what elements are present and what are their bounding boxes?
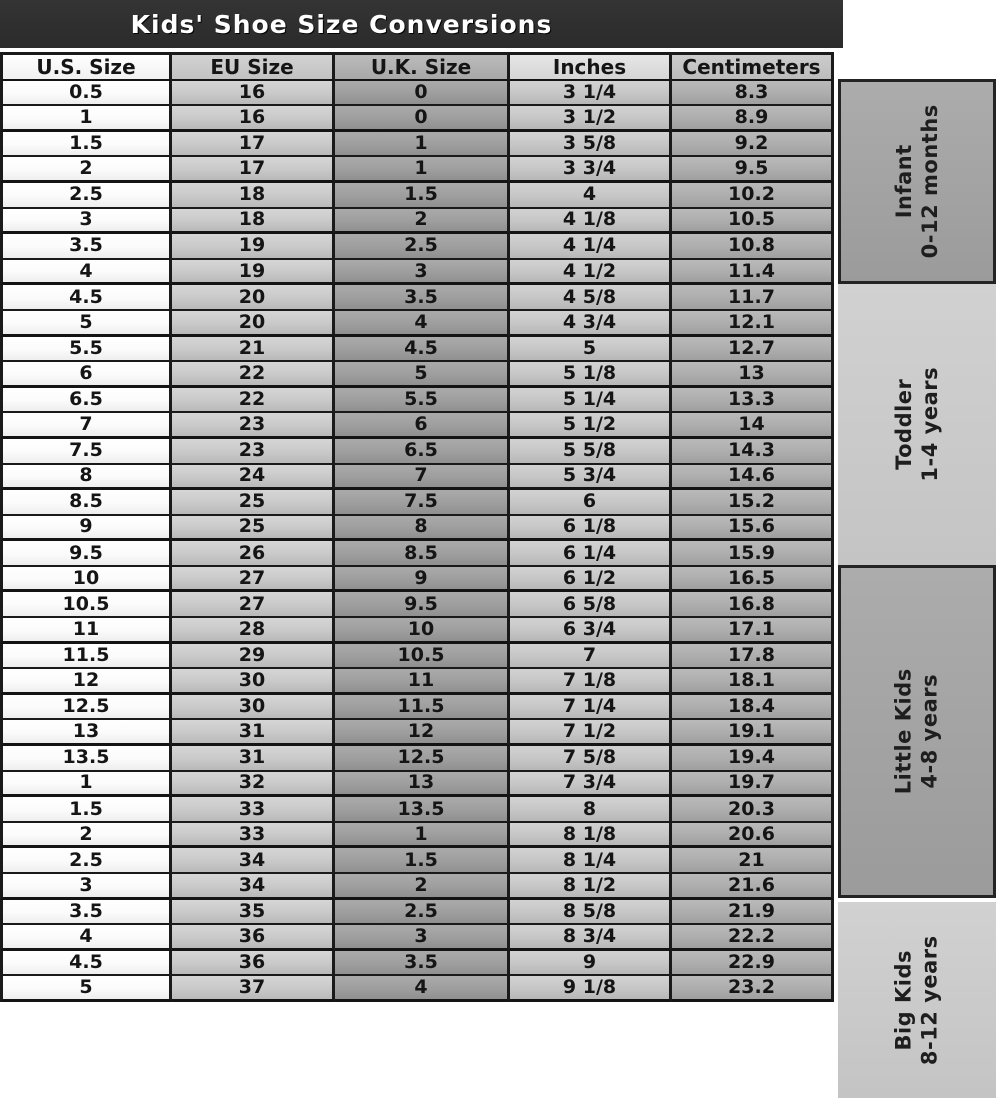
table-cell: 13.3	[672, 388, 834, 414]
table-cell: 3.5	[0, 900, 172, 926]
table-cell: 21.6	[672, 874, 834, 900]
table-cell: 5	[0, 311, 172, 337]
table-cell: 0.5	[0, 81, 172, 107]
table-cell: 14.6	[672, 465, 834, 491]
table-cell: 15.2	[672, 490, 834, 516]
table-cell: 6	[335, 413, 510, 439]
table-cell: 19.1	[672, 720, 834, 746]
table-cell: 6.5	[0, 388, 172, 414]
table-cell: 17	[172, 157, 335, 183]
table-cell: 3 1/4	[510, 81, 672, 107]
table-cell: 4 1/4	[510, 234, 672, 260]
table-cell: 1	[335, 157, 510, 183]
size-conversion-table	[0, 52, 834, 1002]
table-cell: 8.3	[672, 81, 834, 107]
table-cell: 2	[335, 874, 510, 900]
table-cell: 6 1/8	[510, 516, 672, 542]
table-cell: 1.5	[0, 132, 172, 158]
table-cell: 0	[335, 81, 510, 107]
table-cell: 13.5	[335, 797, 510, 823]
table-cell: 7	[0, 413, 172, 439]
table-cell: 31	[172, 746, 335, 772]
age-band-little-kids	[838, 565, 996, 898]
table-cell: 1.5	[0, 797, 172, 823]
table-cell: 13	[672, 362, 834, 388]
table-cell: 8	[510, 797, 672, 823]
table-cell: 29	[172, 644, 335, 670]
table-cell: 13	[0, 720, 172, 746]
table-cell: 20	[172, 285, 335, 311]
age-band-toddler-label: Toddler 1-4 years	[891, 367, 942, 482]
table-cell: 8.5	[335, 541, 510, 567]
table-cell: 3	[335, 925, 510, 951]
table-cell: 21	[672, 848, 834, 874]
table-cell: 6 1/4	[510, 541, 672, 567]
table-cell: 1.5	[335, 183, 510, 209]
table-cell: 6 5/8	[510, 592, 672, 618]
table-cell: 22.2	[672, 925, 834, 951]
table-cell: 11	[0, 618, 172, 644]
table-cell: 5 1/2	[510, 413, 672, 439]
table-cell: 7 1/4	[510, 695, 672, 721]
table-cell: 10	[335, 618, 510, 644]
table-cell: 16	[172, 81, 335, 107]
table-cell: 12	[335, 720, 510, 746]
table-cell: 11.4	[672, 260, 834, 286]
table-cell: 25	[172, 490, 335, 516]
table-cell: 7	[510, 644, 672, 670]
table-cell: 5.5	[0, 337, 172, 363]
table-cell: 4 1/8	[510, 209, 672, 235]
table-cell: 12	[0, 669, 172, 695]
table-cell: 5	[335, 362, 510, 388]
table-cell: 19.4	[672, 746, 834, 772]
table-cell: 5 5/8	[510, 439, 672, 465]
table-cell: 28	[172, 618, 335, 644]
column-header: Inches	[510, 55, 672, 82]
table-cell: 32	[172, 772, 335, 798]
table-cell: 30	[172, 695, 335, 721]
table-cell: 27	[172, 592, 335, 618]
table-cell: 10.5	[0, 592, 172, 618]
table-cell: 10.8	[672, 234, 834, 260]
table-cell: 7 3/4	[510, 772, 672, 798]
table-cell: 3 3/4	[510, 157, 672, 183]
table-cell: 23	[172, 439, 335, 465]
table-cell: 20.3	[672, 797, 834, 823]
table-cell: 1.5	[335, 848, 510, 874]
table-cell: 33	[172, 797, 335, 823]
table-cell: 4	[0, 925, 172, 951]
table-cell: 31	[172, 720, 335, 746]
age-band-big-kids-label: Big Kids 8-12 years	[891, 935, 942, 1065]
table-cell: 3	[335, 260, 510, 286]
table-cell: 5 1/4	[510, 388, 672, 414]
table-cell: 9.5	[335, 592, 510, 618]
table-cell: 1	[335, 823, 510, 849]
table-cell: 16.5	[672, 567, 834, 593]
table-cell: 4 5/8	[510, 285, 672, 311]
table-cell: 7 1/2	[510, 720, 672, 746]
age-band-big-kids	[838, 902, 996, 1098]
table-cell: 6	[510, 490, 672, 516]
table-cell: 3	[0, 874, 172, 900]
table-cell: 16.8	[672, 592, 834, 618]
table-cell: 8 3/4	[510, 925, 672, 951]
table-cell: 14	[672, 413, 834, 439]
table-cell: 18	[172, 209, 335, 235]
age-band-toddler	[838, 284, 996, 565]
table-cell: 34	[172, 874, 335, 900]
table-cell: 3 1/2	[510, 106, 672, 132]
table-cell: 30	[172, 669, 335, 695]
table-cell: 36	[172, 951, 335, 977]
table-cell: 7	[335, 465, 510, 491]
table-cell: 16	[172, 106, 335, 132]
table-cell: 3.5	[335, 285, 510, 311]
table-cell: 5 1/8	[510, 362, 672, 388]
table-cell: 2	[0, 157, 172, 183]
table-cell: 13	[335, 772, 510, 798]
column-header: U.K. Size	[335, 55, 510, 82]
table-cell: 9	[0, 516, 172, 542]
table-cell: 12.1	[672, 311, 834, 337]
table-cell: 12.5	[0, 695, 172, 721]
table-cell: 21.9	[672, 900, 834, 926]
table-cell: 20	[172, 311, 335, 337]
age-band-infant	[838, 79, 996, 284]
table-cell: 19	[172, 234, 335, 260]
table-cell: 22.9	[672, 951, 834, 977]
table-cell: 2	[0, 823, 172, 849]
table-cell: 9	[510, 951, 672, 977]
table-cell: 36	[172, 925, 335, 951]
table-cell: 19	[172, 260, 335, 286]
table-cell: 1	[0, 772, 172, 798]
table-cell: 10	[0, 567, 172, 593]
table-cell: 12.7	[672, 337, 834, 363]
table-cell: 4.5	[335, 337, 510, 363]
table-cell: 7 5/8	[510, 746, 672, 772]
age-band-infant-label: Infant 0-12 months	[891, 104, 942, 259]
table-cell: 6.5	[335, 439, 510, 465]
table-cell: 18.1	[672, 669, 834, 695]
table-cell: 23.2	[672, 976, 834, 1002]
table-cell: 8.9	[672, 106, 834, 132]
table-cell: 10.5	[672, 209, 834, 235]
table-cell: 4.5	[0, 951, 172, 977]
table-cell: 7.5	[0, 439, 172, 465]
table-cell: 3	[0, 209, 172, 235]
table-cell: 15.9	[672, 541, 834, 567]
table-cell: 15.6	[672, 516, 834, 542]
table-cell: 11	[335, 669, 510, 695]
table-cell: 6 3/4	[510, 618, 672, 644]
table-cell: 1	[0, 106, 172, 132]
table-cell: 5	[0, 976, 172, 1002]
table-cell: 33	[172, 823, 335, 849]
table-cell: 14.3	[672, 439, 834, 465]
table-cell: 13.5	[0, 746, 172, 772]
table-cell: 11.5	[335, 695, 510, 721]
table-cell: 1	[335, 132, 510, 158]
table-cell: 23	[172, 413, 335, 439]
table-cell: 17	[172, 132, 335, 158]
table-cell: 9.2	[672, 132, 834, 158]
table-cell: 34	[172, 848, 335, 874]
table-cell: 4 3/4	[510, 311, 672, 337]
table-cell: 2.5	[0, 848, 172, 874]
table-cell: 5 3/4	[510, 465, 672, 491]
table-cell: 19.7	[672, 772, 834, 798]
table-cell: 21	[172, 337, 335, 363]
table-cell: 10.2	[672, 183, 834, 209]
chart-title: Kids' Shoe Size Conversions	[130, 9, 553, 39]
column-header: Centimeters	[672, 55, 834, 82]
table-cell: 0	[335, 106, 510, 132]
table-cell: 35	[172, 900, 335, 926]
age-band-little-kids-label: Little Kids 4-8 years	[891, 668, 942, 795]
table-cell: 20.6	[672, 823, 834, 849]
table-cell: 3.5	[0, 234, 172, 260]
table-cell: 37	[172, 976, 335, 1002]
table-cell: 17.8	[672, 644, 834, 670]
table-cell: 17.1	[672, 618, 834, 644]
table-cell: 4	[335, 311, 510, 337]
table-cell: 26	[172, 541, 335, 567]
table-cell: 6	[0, 362, 172, 388]
table-cell: 4	[510, 183, 672, 209]
table-cell: 8.5	[0, 490, 172, 516]
table-cell: 11.7	[672, 285, 834, 311]
table-cell: 4.5	[0, 285, 172, 311]
table-cell: 22	[172, 388, 335, 414]
table-cell: 4 1/2	[510, 260, 672, 286]
table-cell: 8 1/4	[510, 848, 672, 874]
table-cell: 2.5	[335, 234, 510, 260]
table-cell: 2	[335, 209, 510, 235]
table-cell: 27	[172, 567, 335, 593]
table-cell: 7 1/8	[510, 669, 672, 695]
table-cell: 2.5	[0, 183, 172, 209]
column-header: EU Size	[172, 55, 335, 82]
table-cell: 4	[0, 260, 172, 286]
table-cell: 24	[172, 465, 335, 491]
table-cell: 8 1/8	[510, 823, 672, 849]
table-cell: 5	[510, 337, 672, 363]
table-cell: 2.5	[335, 900, 510, 926]
table-cell: 12.5	[335, 746, 510, 772]
table-cell: 9 1/8	[510, 976, 672, 1002]
column-header: U.S. Size	[0, 55, 172, 82]
table-cell: 3 5/8	[510, 132, 672, 158]
table-cell: 8	[335, 516, 510, 542]
table-cell: 6 1/2	[510, 567, 672, 593]
table-cell: 8	[0, 465, 172, 491]
table-cell: 4	[335, 976, 510, 1002]
table-cell: 9	[335, 567, 510, 593]
table-cell: 8 5/8	[510, 900, 672, 926]
table-cell: 18	[172, 183, 335, 209]
table-cell: 9.5	[0, 541, 172, 567]
table-cell: 22	[172, 362, 335, 388]
table-cell: 11.5	[0, 644, 172, 670]
table-cell: 3.5	[335, 951, 510, 977]
table-cell: 10.5	[335, 644, 510, 670]
table-cell: 25	[172, 516, 335, 542]
table-cell: 9.5	[672, 157, 834, 183]
table-cell: 7.5	[335, 490, 510, 516]
table-cell: 18.4	[672, 695, 834, 721]
table-cell: 8 1/2	[510, 874, 672, 900]
table-cell: 5.5	[335, 388, 510, 414]
title-bar	[0, 0, 843, 48]
